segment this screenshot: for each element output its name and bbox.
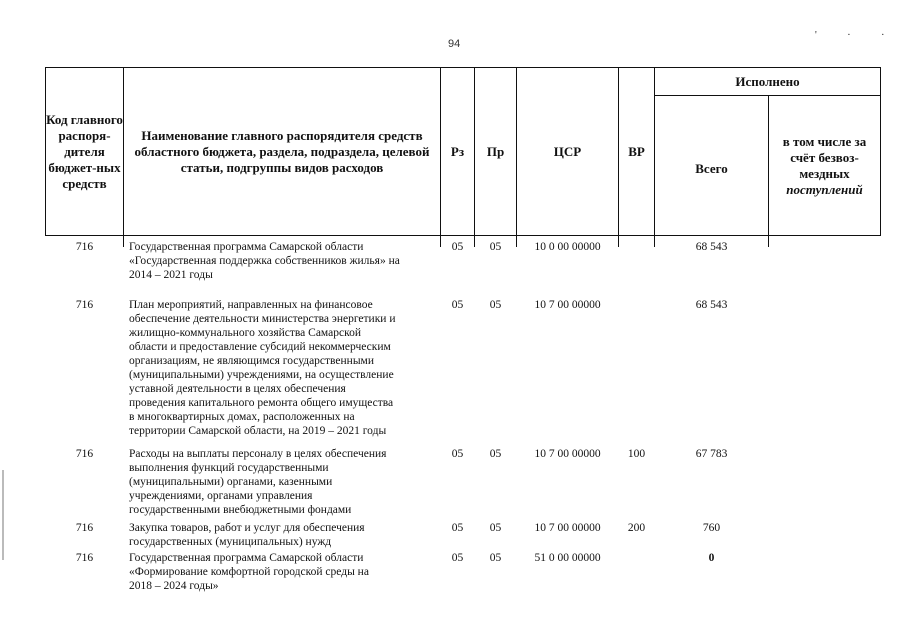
row-name: План мероприятий, направленных на финансовое обеспечение деятельности министерства энергетики и жилищно-коммунального хозяйства Самарской области и предоставление субсидий некоммерческим организациям, не являющимся государственными (муниципальными) учреждениями, на осуществление уставной деятельности в целях обеспечения проведения капитального ремонта общего имущества в многоквартирных домах, расположенных на территории Самарской области, на 2019 – 2021 годы (129, 299, 396, 437)
row-csr: 51 0 00 00000 (534, 552, 601, 564)
header-name: Наименование главного распорядителя средств областного бюджета, раздела, подраздела, целевой статьи, подгруппы видов расходов (134, 127, 430, 175)
scan-specks: ' · · (815, 30, 899, 41)
row-name: Закупка товаров, работ и услуг для обеспечения государственных (муниципальных) нужд (129, 522, 365, 548)
header-vr: ВР (628, 143, 645, 159)
row-name: Государственная программа Самарской области «Формирование комфортной городской среды на 2018 – 2024 годы» (129, 552, 369, 592)
row-vr: 200 (627, 522, 646, 534)
body-line-csr (618, 235, 619, 247)
scan-edge-mark (2, 470, 4, 560)
row-pr: 05 (489, 299, 502, 311)
header-pr: Пр (486, 143, 505, 159)
row-rz: 05 (451, 522, 464, 534)
col-border-code (123, 67, 124, 236)
row-csr: 10 7 00 00000 (534, 448, 601, 460)
row-rz: 05 (451, 448, 464, 460)
header-code: Код главного распоря-дителя бюджет-ных средств (46, 111, 123, 191)
header-gratuitous-text: в том числе за счёт безвоз-мездных (782, 133, 867, 181)
header-rz: Рз (450, 143, 465, 159)
row-rz: 05 (451, 299, 464, 311)
row-code: 716 (75, 241, 94, 253)
body-line-code (123, 235, 124, 247)
row-csr: 10 7 00 00000 (534, 299, 601, 311)
row-total: 67 783 (695, 448, 728, 460)
header-bottom-border (45, 235, 881, 236)
row-rz: 05 (451, 552, 464, 564)
row-pr: 05 (489, 241, 502, 253)
page-number: 94 (448, 38, 461, 50)
row-name: Расходы на выплаты персоналу в целях обеспечения выполнения функций государственными (муниципальными) органами, казенными учреждениями, органами управления государственными внебюджетными фондами (129, 448, 387, 516)
row-csr: 10 0 00 00000 (534, 241, 601, 253)
row-total: 68 543 (695, 299, 728, 311)
row-rz: 05 (451, 241, 464, 253)
body-line-total (768, 235, 769, 247)
header-gratuitous-italic: поступлений (786, 181, 863, 197)
header-gratuitous (769, 96, 880, 235)
row-code: 716 (75, 522, 94, 534)
row-code: 716 (75, 448, 94, 460)
row-total: 760 (702, 522, 721, 534)
col-border-right (880, 67, 881, 236)
row-csr: 10 7 00 00000 (534, 522, 601, 534)
row-pr: 05 (489, 552, 502, 564)
row-pr: 05 (489, 522, 502, 534)
header-executed: Исполнено (735, 73, 800, 89)
header-total: Всего (695, 160, 728, 176)
header-csr: ЦСР (553, 143, 582, 159)
row-code: 716 (75, 552, 94, 564)
row-code: 716 (75, 299, 94, 311)
row-total: 68 543 (695, 241, 728, 253)
row-pr: 05 (489, 448, 502, 460)
row-total: 0 (708, 552, 715, 564)
row-vr: 100 (627, 448, 646, 460)
row-name: Государственная программа Самарской области «Государственная поддержка собственников жилья» на 2014 – 2021 годы (129, 241, 400, 281)
